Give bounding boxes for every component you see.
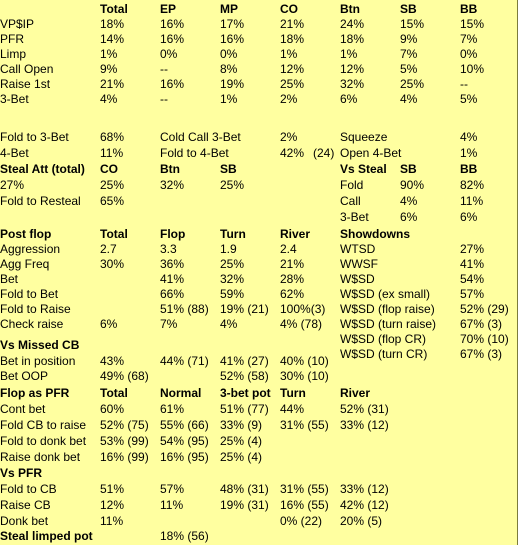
stat-value: 0% bbox=[160, 47, 178, 61]
stat-value: 11% bbox=[100, 514, 124, 528]
stat-value: 2% bbox=[280, 130, 298, 144]
stat-label: Raise 1st bbox=[0, 77, 51, 91]
stat-value: 15% bbox=[460, 17, 485, 31]
stat-value: 33% (12) bbox=[340, 482, 389, 496]
stat-value: 53% (99) bbox=[100, 434, 149, 448]
stat-label: Cold Call 3-Bet bbox=[160, 130, 241, 144]
stat-value: 54% (95) bbox=[160, 434, 209, 448]
stat-value: 6% bbox=[100, 317, 118, 331]
stat-value: 7% bbox=[460, 32, 478, 46]
stat-value: 4% bbox=[100, 92, 118, 106]
stat-value: -- bbox=[460, 77, 468, 91]
stat-value: 3.3 bbox=[160, 242, 177, 256]
stat-value: 6% bbox=[400, 210, 418, 224]
stat-value: 25% bbox=[220, 257, 245, 271]
stat-value: 0% bbox=[460, 47, 478, 61]
stat-value: 44% (71) bbox=[160, 354, 209, 368]
stat-value: 62% bbox=[280, 287, 305, 301]
stat-value: 100%(3) bbox=[280, 302, 326, 316]
stat-value: 7% bbox=[160, 317, 178, 331]
stat-value: 18% bbox=[340, 32, 365, 46]
stat-value: 4% bbox=[220, 317, 238, 331]
stat-label: W$SD bbox=[340, 272, 375, 286]
stat-label: Fold to Raise bbox=[0, 302, 71, 316]
stat-value: 55% (66) bbox=[160, 418, 209, 432]
stat-value: 18% bbox=[280, 32, 305, 46]
section-title: Post flop bbox=[0, 227, 52, 241]
stat-value: 25% bbox=[100, 178, 125, 192]
stat-label: Bet bbox=[0, 272, 19, 286]
stat-value: 4% (78) bbox=[280, 317, 323, 331]
stat-value: 25% (4) bbox=[220, 434, 263, 448]
stat-value: 60% bbox=[100, 402, 125, 416]
stat-value: 54% bbox=[460, 272, 485, 286]
stat-value: 21% bbox=[280, 257, 305, 271]
stat-value: 25% bbox=[400, 77, 425, 91]
stat-value: 57% bbox=[160, 482, 185, 496]
stat-label: W$SD (ex small) bbox=[340, 287, 431, 301]
stat-label: Limp bbox=[0, 47, 27, 61]
stat-value: 30% (10) bbox=[280, 369, 329, 383]
stat-value: 16% bbox=[160, 32, 185, 46]
stat-value: 51% bbox=[100, 482, 125, 496]
column-header: Btn bbox=[160, 162, 180, 176]
stat-label: Fold to donk bet bbox=[0, 434, 87, 448]
stat-value: 11% bbox=[160, 498, 184, 512]
stat-value: 18% bbox=[100, 17, 125, 31]
stat-value: 21% bbox=[280, 17, 305, 31]
stat-label: Open 4-Bet bbox=[340, 146, 402, 160]
stat-label: Squeeze bbox=[340, 130, 388, 144]
stat-value: 7% bbox=[400, 47, 418, 61]
stat-value: 2.7 bbox=[100, 242, 117, 256]
stat-value: 52% (31) bbox=[340, 402, 389, 416]
stat-value: 32% bbox=[340, 77, 365, 91]
stat-value: 32% bbox=[160, 178, 185, 192]
stat-label: Bet OOP bbox=[0, 369, 49, 383]
stat-value: 16% bbox=[160, 77, 185, 91]
stat-label: Fold bbox=[340, 178, 364, 192]
stat-value: 5% bbox=[460, 92, 478, 106]
stat-label: Donk bet bbox=[0, 514, 49, 528]
stat-label: Raise CB bbox=[0, 498, 51, 512]
stat-value: 4% bbox=[400, 194, 418, 208]
stat-label: Fold to 4-Bet bbox=[160, 146, 229, 160]
stat-value: 2% bbox=[280, 92, 298, 106]
stat-value: 52% (58) bbox=[220, 369, 269, 383]
stat-value: 68% bbox=[100, 130, 125, 144]
stat-value: 9% bbox=[400, 32, 418, 46]
stat-value: 57% bbox=[460, 287, 485, 301]
column-header: BB bbox=[460, 2, 478, 16]
stat-value: 4% bbox=[460, 130, 478, 144]
stat-label: Raise donk bet bbox=[0, 450, 81, 464]
stat-value: 42% (12) bbox=[340, 498, 389, 512]
stat-value: 1% bbox=[280, 47, 298, 61]
stat-value: 51% (88) bbox=[160, 302, 209, 316]
stat-label: W$SD (turn raise) bbox=[340, 317, 437, 331]
stat-label: PFR bbox=[0, 32, 24, 46]
stat-label: Check raise bbox=[0, 317, 64, 331]
stat-value: 27% bbox=[0, 178, 25, 192]
stat-value: 43% bbox=[100, 354, 125, 368]
stat-value: 20% (5) bbox=[340, 514, 383, 528]
stat-value: 31% (55) bbox=[280, 482, 329, 496]
column-header: 3-bet pot bbox=[220, 386, 271, 400]
stat-value: 16% bbox=[160, 17, 185, 31]
stat-value: 48% (31) bbox=[220, 482, 269, 496]
stat-label: Agg Freq bbox=[0, 257, 50, 271]
stat-value: 52% (75) bbox=[100, 418, 149, 432]
section-title: Vs PFR bbox=[0, 466, 43, 480]
stat-value: 19% bbox=[220, 77, 245, 91]
stat-value: 16% bbox=[220, 32, 245, 46]
stat-label: Fold to 3-Bet bbox=[0, 130, 69, 144]
stat-value: 61% bbox=[160, 402, 185, 416]
stat-value: 24% bbox=[340, 17, 365, 31]
stat-label: 4-Bet bbox=[0, 146, 29, 160]
section-title: Vs Missed CB bbox=[0, 338, 80, 352]
stat-value: 65% bbox=[100, 194, 125, 208]
stat-value: 6% bbox=[340, 92, 358, 106]
stat-value: 5% bbox=[400, 62, 418, 76]
stat-value: 12% bbox=[340, 62, 365, 76]
stat-value: 12% bbox=[100, 498, 125, 512]
stat-label: Cont bet bbox=[0, 402, 46, 416]
stat-value: 40% (10) bbox=[280, 354, 329, 368]
stat-value: 1% bbox=[220, 92, 238, 106]
column-header: MP bbox=[220, 2, 238, 16]
stat-label: WWSF bbox=[340, 257, 378, 271]
stat-value: 1% bbox=[460, 146, 478, 160]
stat-value: 1% bbox=[100, 47, 118, 61]
stat-label: Bet in position bbox=[0, 354, 76, 368]
stat-value: 67% (3) bbox=[460, 347, 503, 361]
stat-value: 67% (3) bbox=[460, 317, 503, 331]
column-header: Btn bbox=[340, 2, 360, 16]
stat-value: 16% (95) bbox=[160, 450, 209, 464]
stat-label: Fold to Resteal bbox=[0, 194, 81, 208]
stat-value: 49% (68) bbox=[100, 369, 149, 383]
column-header: BB bbox=[460, 162, 478, 176]
stat-value: 0% (22) bbox=[280, 514, 323, 528]
stat-value: 11% bbox=[460, 194, 484, 208]
stat-value: 90% bbox=[400, 178, 425, 192]
stat-value: 10% bbox=[460, 62, 485, 76]
stat-value: 33% (12) bbox=[340, 418, 389, 432]
stat-value: 17% bbox=[220, 17, 245, 31]
stat-value: 6% bbox=[460, 210, 478, 224]
stat-value: 31% (55) bbox=[280, 418, 329, 432]
section-title: Steal limped pot bbox=[0, 529, 93, 543]
stat-label: Call bbox=[340, 194, 361, 208]
column-header: CO bbox=[100, 162, 118, 176]
column-header: Total bbox=[100, 227, 128, 241]
stat-value: 41% (27) bbox=[220, 354, 269, 368]
stat-value: 33% (9) bbox=[220, 418, 263, 432]
stat-value: 41% bbox=[460, 257, 485, 271]
stat-value: 36% bbox=[160, 257, 185, 271]
stat-value: -- bbox=[160, 62, 168, 76]
stat-label: WTSD bbox=[340, 242, 376, 256]
stat-value: 15% bbox=[400, 17, 425, 31]
stat-value: 12% bbox=[280, 62, 305, 76]
stat-value: 82% bbox=[460, 178, 485, 192]
stat-value: 2.4 bbox=[280, 242, 297, 256]
stat-value: 21% bbox=[100, 77, 125, 91]
stat-label: Fold CB to raise bbox=[0, 418, 87, 432]
stat-value: 0% bbox=[220, 47, 238, 61]
stat-value: 19% (21) bbox=[220, 302, 269, 316]
stat-value: 11% bbox=[100, 146, 124, 160]
stat-label: Call Open bbox=[0, 62, 54, 76]
stat-value: 32% bbox=[220, 272, 245, 286]
column-header: River bbox=[280, 227, 311, 241]
stat-value: 1% bbox=[340, 47, 358, 61]
column-header: Turn bbox=[220, 227, 246, 241]
column-header: Total bbox=[100, 386, 128, 400]
column-header: SB bbox=[220, 162, 237, 176]
column-header: EP bbox=[160, 2, 177, 16]
stat-label: VP$IP bbox=[0, 17, 35, 31]
sample-count: (24) bbox=[313, 146, 335, 160]
column-header: River bbox=[340, 386, 371, 400]
stat-value: 16% (55) bbox=[280, 498, 329, 512]
stat-value: 30% bbox=[100, 257, 125, 271]
stat-label: 3-Bet bbox=[0, 92, 29, 106]
stat-value: 1.9 bbox=[220, 242, 237, 256]
stat-value: 44% bbox=[280, 402, 305, 416]
section-title: Vs Steal bbox=[340, 162, 387, 176]
stat-value: 16% (99) bbox=[100, 450, 149, 464]
section-title: Showdowns bbox=[340, 227, 410, 241]
stat-value: 8% bbox=[220, 62, 238, 76]
stat-value: 18% (56) bbox=[160, 529, 209, 543]
stat-value: 42% bbox=[280, 146, 305, 160]
stat-value: 25% bbox=[220, 178, 245, 192]
column-header: CO bbox=[280, 2, 298, 16]
stat-label: W$SD (turn CR) bbox=[340, 347, 428, 361]
stat-value: 52% (29) bbox=[460, 302, 509, 316]
section-title: Steal Att (total) bbox=[0, 162, 85, 176]
stat-label: W$SD (flop raise) bbox=[340, 302, 435, 316]
column-header: Total bbox=[100, 2, 128, 16]
stat-value: 28% bbox=[280, 272, 305, 286]
column-header: Turn bbox=[280, 386, 306, 400]
stat-value: 27% bbox=[460, 242, 485, 256]
column-header: Normal bbox=[160, 386, 202, 400]
column-header: Flop bbox=[160, 227, 186, 241]
stat-value: 25% (4) bbox=[220, 450, 263, 464]
stat-value: 70% (10) bbox=[460, 332, 509, 346]
stat-value: 19% (31) bbox=[220, 498, 269, 512]
stat-value: 66% bbox=[160, 287, 185, 301]
stat-label: Fold to Bet bbox=[0, 287, 59, 301]
stat-label: W$SD (flop CR) bbox=[340, 332, 427, 346]
column-header: SB bbox=[400, 162, 417, 176]
stat-label: 3-Bet bbox=[340, 210, 369, 224]
column-header: SB bbox=[400, 2, 417, 16]
stat-label: Aggression bbox=[0, 242, 61, 256]
stat-value: 25% bbox=[280, 77, 305, 91]
section-title: Flop as PFR bbox=[0, 386, 70, 400]
stat-label: Fold to CB bbox=[0, 482, 57, 496]
stat-value: -- bbox=[160, 92, 168, 106]
stat-value: 14% bbox=[100, 32, 125, 46]
stat-value: 4% bbox=[400, 92, 418, 106]
stat-value: 51% (77) bbox=[220, 402, 269, 416]
stat-value: 9% bbox=[100, 62, 118, 76]
stat-value: 59% bbox=[220, 287, 245, 301]
stat-value: 41% bbox=[160, 272, 185, 286]
